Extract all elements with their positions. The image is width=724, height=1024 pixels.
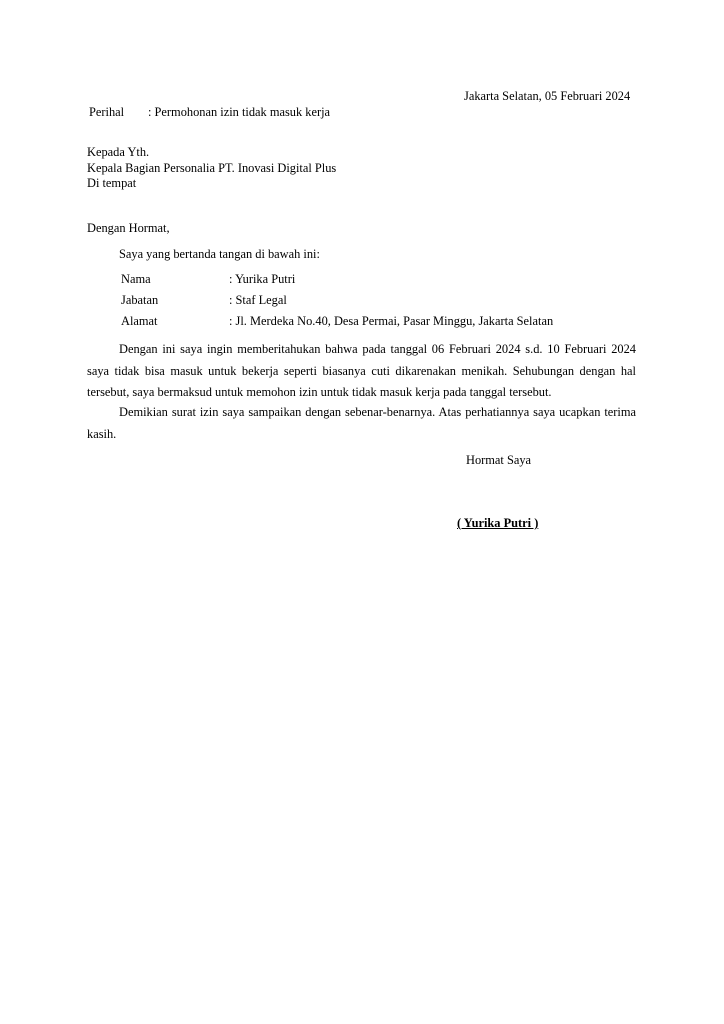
closing-greeting: Hormat Saya	[466, 453, 532, 467]
closing-paragraph: Demikian surat izin saya sampaikan dengan sebenar-benarnya. Atas perhatiannya saya ucapkan terima kasih.	[87, 405, 636, 441]
salutation: Dengan Hormat,	[87, 221, 170, 235]
subject-value: : Permohonan izin tidak masuk kerja	[148, 105, 331, 119]
subject-label: Perihal	[89, 105, 125, 119]
identity-label-name: Nama	[121, 272, 151, 286]
identity-label-position: Jabatan	[121, 293, 159, 307]
place-date: Jakarta Selatan, 05 Februari 2024	[464, 89, 631, 103]
signatory-name: ( Yurika Putri )	[457, 516, 539, 530]
identity-value-name: : Yurika Putri	[229, 272, 296, 286]
intro-line: Saya yang bertanda tangan di bawah ini:	[119, 247, 320, 261]
recipient-line-1: Kepada Yth.	[87, 145, 150, 159]
recipient-line-2: Kepala Bagian Personalia PT. Inovasi Digital Plus	[87, 161, 337, 175]
body-paragraph: Dengan ini saya ingin memberitahukan bahwa pada tanggal 06 Februari 2024 s.d. 10 Februari 2024 saya tidak bisa masuk untuk bekerja seperti biasanya cuti dikarenakan menikah. Sehubungan dengan hal tersebut, saya bermaksud untuk memohon izin untuk tidak masuk kerja pada tanggal tersebut.	[87, 342, 636, 399]
identity-label-address: Alamat	[121, 314, 158, 328]
identity-value-address: : Jl. Merdeka No.40, Desa Permai, Pasar Minggu, Jakarta Selatan	[229, 314, 554, 328]
identity-value-position: : Staf Legal	[229, 293, 287, 307]
recipient-line-3: Di tempat	[87, 176, 137, 190]
